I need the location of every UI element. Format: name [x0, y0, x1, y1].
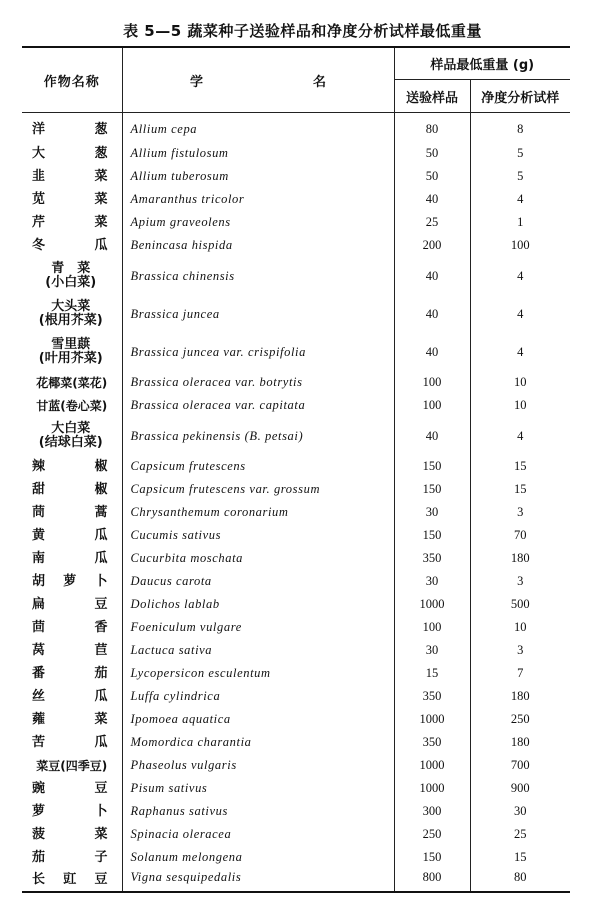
purity-sample-cell: 180	[510, 551, 530, 565]
table-row	[22, 869, 570, 892]
submitted-sample-cell: 15	[394, 662, 470, 685]
submitted-sample-cell: 150	[394, 846, 470, 869]
table-row	[22, 616, 570, 639]
crop-name-cell: 辣 椒	[22, 455, 122, 478]
submitted-sample-cell: 1000	[394, 754, 470, 777]
submitted-sample-cell: 40	[394, 188, 470, 211]
scientific-name-cell: Spinacia oleracea	[122, 823, 394, 846]
purity-sample-cell: 4	[517, 306, 524, 321]
table-row	[22, 823, 570, 846]
submitted-sample-cell: 200	[394, 234, 470, 257]
submitted-sample-cell: 50	[394, 165, 470, 188]
scientific-name-cell: Phaseolus vulgaris	[122, 754, 394, 777]
submitted-sample-cell: 40	[394, 295, 470, 333]
crop-name-cell: 苦 瓜	[22, 731, 122, 754]
crop-name-cell: 大 葱	[22, 142, 122, 165]
crop-name-cell: 菜豆(四季豆)	[22, 754, 122, 777]
table-row	[22, 731, 570, 754]
submitted-sample-cell: 30	[394, 639, 470, 662]
submitted-sample-cell: 40	[394, 257, 470, 295]
scientific-name-cell: Brassica chinensis	[122, 257, 394, 295]
scientific-name-cell: Chrysanthemum coronarium	[122, 501, 394, 524]
header-scientific-name	[122, 47, 394, 113]
table-row	[22, 846, 570, 869]
crop-name-cell: 雪里蕻 (叶用芥菜)	[22, 333, 122, 371]
header-purity-sample: 净度分析试样	[470, 80, 570, 113]
table-row	[22, 371, 570, 394]
submitted-sample-cell: 350	[394, 685, 470, 708]
scientific-name-cell: Daucus carota	[122, 570, 394, 593]
scientific-name-cell: Allium tuberosum	[122, 165, 394, 188]
crop-name-cell: 韭 菜	[22, 165, 122, 188]
table-row	[22, 211, 570, 234]
submitted-sample-cell: 150	[394, 455, 470, 478]
crop-name-cell: 番 茄	[22, 662, 122, 685]
table-row	[22, 547, 570, 570]
purity-sample-cell: 8	[517, 122, 524, 136]
purity-sample-cell: 7	[517, 666, 524, 680]
crop-name-cell: 扁 豆	[22, 593, 122, 616]
submitted-sample-cell: 1000	[394, 777, 470, 800]
table-row	[22, 455, 570, 478]
purity-sample-cell: 500	[510, 597, 530, 611]
submitted-sample-cell: 80	[394, 113, 470, 143]
submitted-sample-cell: 800	[394, 869, 470, 892]
table-row	[22, 685, 570, 708]
header-submitted-sample: 送验样品	[394, 80, 470, 113]
purity-sample-cell: 15	[514, 850, 527, 864]
scientific-name-cell: Raphanus sativus	[122, 800, 394, 823]
scientific-name-cell: Momordica charantia	[122, 731, 394, 754]
scientific-name-cell: Brassica pekinensis (B. petsai)	[122, 417, 394, 455]
table-row	[22, 501, 570, 524]
submitted-sample-cell: 40	[394, 417, 470, 455]
crop-name-cell: 胡萝卜	[22, 570, 122, 593]
table-row	[22, 570, 570, 593]
submitted-sample-cell: 1000	[394, 708, 470, 731]
table-row	[22, 639, 570, 662]
scientific-name-cell: Pisum sativus	[122, 777, 394, 800]
scientific-name-cell: Dolichos lablab	[122, 593, 394, 616]
table-row	[22, 333, 570, 371]
submitted-sample-cell: 350	[394, 547, 470, 570]
scientific-name-cell: Allium cepa	[122, 113, 394, 143]
crop-name-cell: 甜 椒	[22, 478, 122, 501]
scientific-name-cell: Lactuca sativa	[122, 639, 394, 662]
purity-sample-cell: 700	[510, 758, 530, 772]
purity-sample-cell: 5	[517, 146, 524, 160]
scientific-name-cell: Allium fistulosum	[122, 142, 394, 165]
purity-sample-cell: 100	[510, 238, 530, 252]
submitted-sample-cell: 40	[394, 333, 470, 371]
scientific-name-cell: Cucumis sativus	[122, 524, 394, 547]
crop-name-cell: 芹 菜	[22, 211, 122, 234]
table-row	[22, 257, 570, 295]
purity-sample-cell: 180	[510, 735, 530, 749]
scientific-name-cell: Benincasa hispida	[122, 234, 394, 257]
crop-name-cell: 豌 豆	[22, 777, 122, 800]
crop-name-cell: 菠 菜	[22, 823, 122, 846]
purity-sample-cell: 5	[517, 169, 524, 183]
header-scientific-name-left: 学	[189, 74, 203, 90]
purity-sample-cell: 30	[514, 804, 527, 818]
scientific-name-cell: Foeniculum vulgare	[122, 616, 394, 639]
crop-name-cell: 南 瓜	[22, 547, 122, 570]
purity-sample-cell: 3	[517, 574, 524, 588]
table-row	[22, 754, 570, 777]
purity-sample-cell: 4	[517, 192, 524, 206]
crop-name-cell: 茴 香	[22, 616, 122, 639]
header-scientific-name-right: 名	[313, 74, 327, 90]
submitted-sample-cell: 30	[394, 501, 470, 524]
table-row	[22, 417, 570, 455]
purity-sample-cell: 80	[470, 869, 570, 892]
table-row	[22, 524, 570, 547]
table-row	[22, 188, 570, 211]
seed-weight-table	[22, 46, 570, 893]
scientific-name-cell: Lycopersicon esculentum	[122, 662, 394, 685]
submitted-sample-cell: 1000	[394, 593, 470, 616]
crop-name-cell: 甘蓝(卷心菜)	[22, 394, 122, 417]
purity-sample-cell: 180	[510, 689, 530, 703]
header-crop-name: 作物名称	[22, 47, 122, 113]
submitted-sample-cell: 30	[394, 570, 470, 593]
table-body	[22, 113, 570, 893]
crop-name-cell: 洋 葱	[22, 113, 122, 143]
scientific-name-cell: Brassica juncea	[122, 295, 394, 333]
purity-sample-cell: 15	[514, 482, 527, 496]
scientific-name-cell: Cucurbita moschata	[122, 547, 394, 570]
crop-name-cell: 蕹 菜	[22, 708, 122, 731]
submitted-sample-cell: 100	[394, 394, 470, 417]
scientific-name-cell: Brassica oleracea var. capitata	[122, 394, 394, 417]
purity-sample-cell: 4	[517, 268, 524, 283]
submitted-sample-cell: 25	[394, 211, 470, 234]
purity-sample-cell: 1	[517, 215, 524, 229]
table-row	[22, 394, 570, 417]
submitted-sample-cell: 350	[394, 731, 470, 754]
crop-name-cell: 大头菜 (根用芥菜)	[22, 295, 122, 333]
crop-name-cell: 萝 卜	[22, 800, 122, 823]
crop-name-cell: 冬 瓜	[22, 234, 122, 257]
scientific-name-cell: Apium graveolens	[122, 211, 394, 234]
scientific-name-cell: Capsicum frutescens var. grossum	[122, 478, 394, 501]
crop-name-cell: 莴 苣	[22, 639, 122, 662]
purity-sample-cell: 250	[510, 712, 530, 726]
purity-sample-cell: 10	[514, 620, 527, 634]
purity-sample-cell: 10	[514, 398, 527, 412]
header-min-weight: 样品最低重量 (g)	[394, 47, 570, 80]
purity-sample-cell: 10	[514, 375, 527, 389]
scientific-name-cell: Brassica juncea var. crispifolia	[122, 333, 394, 371]
table-row	[22, 234, 570, 257]
scientific-name-cell: Solanum melongena	[122, 846, 394, 869]
table-row	[22, 593, 570, 616]
table-row	[22, 295, 570, 333]
submitted-sample-cell: 100	[394, 371, 470, 394]
purity-sample-cell: 4	[517, 428, 524, 443]
crop-name-cell: 丝 瓜	[22, 685, 122, 708]
scientific-name-cell: Luffa cylindrica	[122, 685, 394, 708]
scientific-name-cell: Vigna sesquipedalis	[122, 869, 394, 892]
submitted-sample-cell: 250	[394, 823, 470, 846]
scientific-name-cell: Ipomoea aquatica	[122, 708, 394, 731]
crop-name-cell: 黄 瓜	[22, 524, 122, 547]
table-row	[22, 777, 570, 800]
table-row	[22, 662, 570, 685]
crop-name-cell: 大白菜 (结球白菜)	[22, 417, 122, 455]
table-row	[22, 142, 570, 165]
submitted-sample-cell: 150	[394, 524, 470, 547]
scientific-name-cell: Brassica oleracea var. botrytis	[122, 371, 394, 394]
purity-sample-cell: 15	[514, 459, 527, 473]
purity-sample-cell: 3	[517, 643, 524, 657]
purity-sample-cell: 4	[517, 344, 524, 359]
scientific-name-cell: Amaranthus tricolor	[122, 188, 394, 211]
purity-sample-cell: 25	[514, 827, 527, 841]
crop-name-cell: 茼 蒿	[22, 501, 122, 524]
scientific-name-cell: Capsicum frutescens	[122, 455, 394, 478]
table-row	[22, 800, 570, 823]
crop-name-cell: 花椰菜(菜花)	[22, 371, 122, 394]
table-row	[22, 113, 570, 143]
table-row	[22, 708, 570, 731]
table-row	[22, 478, 570, 501]
crop-name-cell: 苋 菜	[22, 188, 122, 211]
crop-name-cell: 茄 子	[22, 846, 122, 869]
purity-sample-cell: 3	[517, 505, 524, 519]
table-row	[22, 165, 570, 188]
submitted-sample-cell: 300	[394, 800, 470, 823]
submitted-sample-cell: 100	[394, 616, 470, 639]
crop-name-cell: 青 菜 (小白菜)	[22, 257, 122, 295]
table-title: 表 5—5 蔬菜种子送验样品和净度分析试样最低重量	[123, 22, 482, 40]
purity-sample-cell: 70	[514, 528, 527, 542]
purity-sample-cell: 900	[510, 781, 530, 795]
submitted-sample-cell: 50	[394, 142, 470, 165]
crop-name-cell: 长豇豆	[22, 869, 122, 892]
submitted-sample-cell: 150	[394, 478, 470, 501]
